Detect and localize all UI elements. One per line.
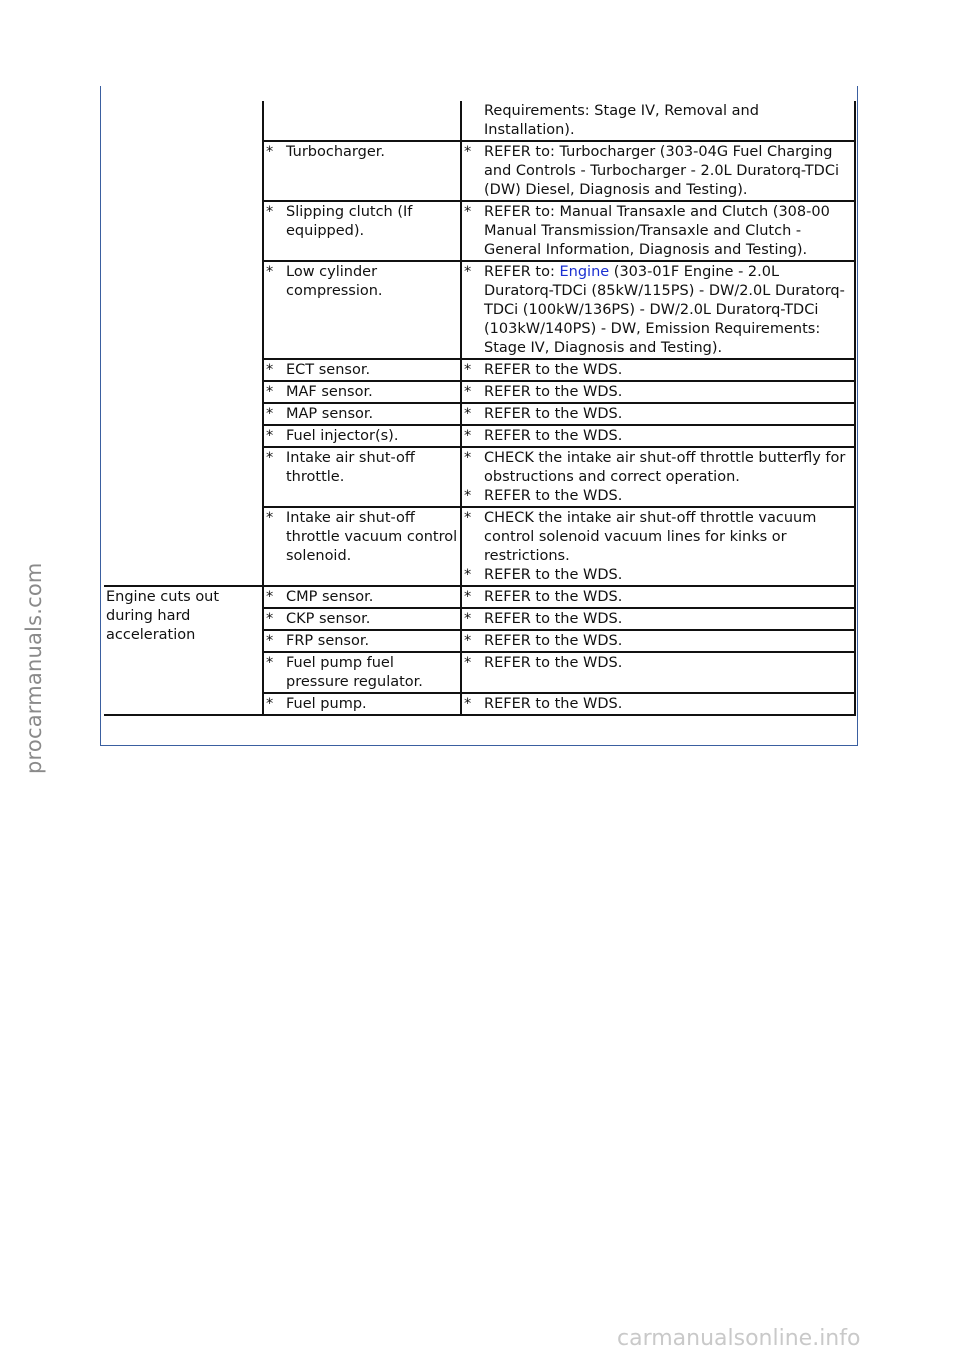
bullet-item [464,449,852,487]
possible-cause-cell [263,201,461,261]
bullet-text: Turbocharger. [286,144,386,160]
bullet-item [464,143,852,200]
bullet-star: * [464,488,472,504]
symptom-label: Engine cuts out during hard acceleration [106,589,220,643]
bullet-star: * [464,589,472,605]
bullet-item [266,405,458,424]
action-cell [461,403,855,425]
action-text [484,263,852,358]
action-cell [461,101,855,141]
bullet-star: * [266,384,274,400]
bullet-item [464,203,852,260]
table-row [104,586,855,608]
bullet-star: * [464,510,472,526]
table-row [104,101,855,141]
bullet-star: * [266,204,274,220]
bullet-item [266,509,458,566]
bullet-text: REFER to: Manual Transaxle and Clutch (308-00 Manual Transmission/Transaxle and Clutch - General Information, Diagnosis and Testing). [484,204,830,258]
bullet-text: CHECK the intake air shut-off throttle butterfly for obstructions and correct operation. [484,450,846,485]
possible-cause-cell [263,693,461,715]
bullet-item [464,263,852,358]
bullet-star: * [464,144,472,160]
bullet-text: REFER to the WDS. [484,696,623,712]
diagnosis-table [104,101,856,716]
bullet-item [266,263,458,301]
side-watermark: procarmanuals.com [22,562,46,774]
bullet-text: ECT sensor. [286,362,371,378]
bullet-item [464,695,852,714]
bullet-star: * [266,611,274,627]
bullet-star: * [266,428,274,444]
possible-cause-cell [263,652,461,693]
action-cell [461,261,855,359]
action-cell [461,586,855,608]
bullet-item [464,487,852,506]
bullet-star: * [464,204,472,220]
possible-cause-cell [263,141,461,201]
bullet-star: * [464,450,472,466]
bullet-item [464,361,852,380]
possible-cause-cell [263,447,461,507]
bullet-star: * [266,450,274,466]
action-cell [461,359,855,381]
bullet-item [464,654,852,673]
bullet-text: REFER to: Turbocharger (303-04G Fuel Charging and Controls - Turbocharger - 2.0L Duratorq-TDCi (DW) Diesel, Diagnosis and Testing). [484,144,839,198]
bullet-item [266,654,458,692]
bullet-text: REFER to the WDS. [484,567,623,583]
bullet-item [266,383,458,402]
bullet-item [266,203,458,241]
bullet-item [266,610,458,629]
action-text: Requirements: Stage IV, Removal and Installation). [484,103,759,138]
action-cell [461,381,855,403]
bullet-text: Fuel pump. [286,696,367,712]
bullet-star: * [464,264,472,280]
text-pre: REFER to: [484,264,560,280]
bullet-star: * [266,655,274,671]
possible-cause-cell [263,425,461,447]
bullet-item [266,427,458,446]
text-post: (303-01F Engine - 2.0L Duratorq-TDCi (85kW/115PS) - DW/2.0L Duratorq-TDCi (100kW/136PS) - DW/2.0L Duratorq-TDCi (103kW/140PS) - DW, Emission Requirements: Stage IV, Diagnosis and Testing). [484,264,845,356]
indent [464,102,484,140]
bullet-text: FRP sensor. [286,633,370,649]
bullet-item [464,632,852,651]
bullet-item [266,632,458,651]
action-cell [461,507,855,586]
possible-cause-cell [263,586,461,608]
possible-cause-cell [263,261,461,359]
bullet-item [266,449,458,487]
bullet-star: * [464,655,472,671]
bullet-star: * [464,696,472,712]
bullet-text: REFER to the WDS. [484,406,623,422]
bullet-item [464,509,852,566]
possible-cause-cell [263,359,461,381]
bullet-star: * [266,589,274,605]
bullet-star: * [464,384,472,400]
bullet-text: CMP sensor. [286,589,374,605]
possible-cause-cell [263,630,461,652]
bullet-star: * [464,428,472,444]
action-cell [461,425,855,447]
action-cell [461,141,855,201]
action-cell [461,652,855,693]
bullet-text: REFER to the WDS. [484,488,623,504]
bullet-text: REFER to the WDS. [484,362,623,378]
bullet-text: REFER to the WDS. [484,633,623,649]
possible-cause-cell [263,381,461,403]
bullet-text: REFER to the WDS. [484,589,623,605]
bullet-star: * [464,406,472,422]
bullet-text: Slipping clutch (If equipped). [286,204,413,239]
action-cell [461,447,855,507]
bullet-item [464,427,852,446]
bullet-text: REFER to the WDS. [484,655,623,671]
bullet-item [464,588,852,607]
action-cell [461,693,855,715]
bullet-text: Fuel pump fuel pressure regulator. [286,655,423,690]
bullet-item [266,695,458,714]
bullet-star: * [266,510,274,526]
bullet-item [266,588,458,607]
bullet-item [464,383,852,402]
bullet-star: * [266,406,274,422]
bullet-text: REFER to the WDS. [484,384,623,400]
bullet-star: * [464,362,472,378]
bullet-text: REFER to the WDS. [484,611,623,627]
bullet-text: Intake air shut-off throttle. [286,450,415,485]
bullet-text: REFER to the WDS. [484,428,623,444]
bullet-text: Low cylinder compression. [286,264,383,299]
action-cell [461,201,855,261]
bullet-item [266,143,458,162]
bullet-text: CKP sensor. [286,611,371,627]
bullet-text: Intake air shut-off throttle vacuum control solenoid. [286,510,458,564]
bullet-star: * [464,633,472,649]
possible-cause-cell [263,403,461,425]
bullet-item [464,566,852,585]
bullet-item [464,610,852,629]
possible-cause-cell [263,101,461,141]
bullet-text: CHECK the intake air shut-off throttle vacuum control solenoid vacuum lines for kinks or restrictions. [484,510,817,564]
action-cell [461,630,855,652]
symptom-cell [104,101,263,586]
engine-link[interactable]: Engine [559,264,610,280]
bullet-item [266,361,458,380]
possible-cause-cell [263,608,461,630]
bullet-item [464,405,852,424]
bullet-text: MAP sensor. [286,406,374,422]
bullet-star: * [266,696,274,712]
possible-cause-cell [263,507,461,586]
action-cell [461,608,855,630]
continued-text [464,102,852,140]
bullet-text: MAF sensor. [286,384,373,400]
bullet-star: * [464,611,472,627]
bullet-star: * [464,567,472,583]
symptom-cell [104,586,263,715]
footer-watermark[interactable]: carmanualsonline.info [617,1326,861,1351]
bullet-star: * [266,144,274,160]
bullet-star: * [266,362,274,378]
bullet-star: * [266,633,274,649]
bullet-star: * [266,264,274,280]
bullet-text: Fuel injector(s). [286,428,399,444]
